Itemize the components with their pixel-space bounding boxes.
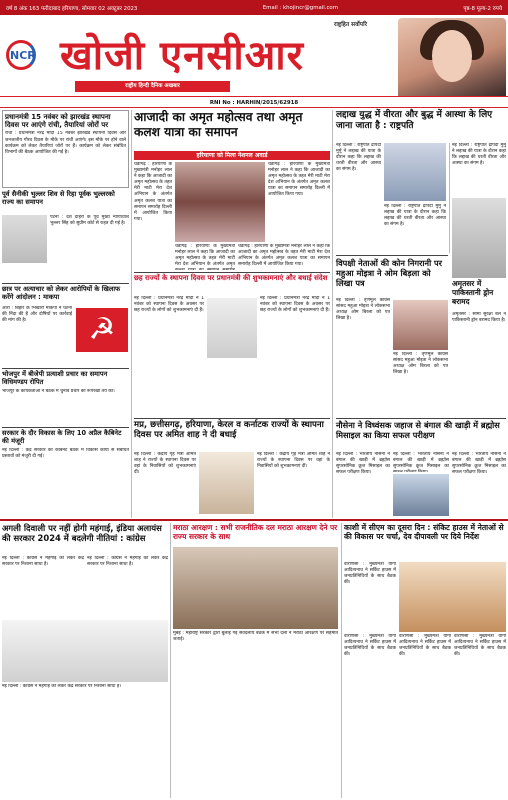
pm-modi-body-right: नई दिल्ली : प्रधानमंत्री नरेंद्र मोदी ने 1 नवंबर को स्थापना दिवस के अवसर पर छह राज्यों के लोगों को शुभकामनाएं दी हैं।	[260, 296, 330, 314]
headline: विपक्षी नेताओं की कोन निगरानी पर महुआ मोइत्रा ने ओम बिड़ला को लिखा पत्र	[336, 258, 443, 288]
article-mahua-headline-box	[336, 258, 448, 298]
body-text: नई दिल्ली : केंद्र सरकार की कैबिनेट बैठक में विकास कार्यों से संबंधित प्रस्तावों को मंजूरी दी गई।	[2, 447, 129, 459]
award-photo	[175, 162, 265, 242]
kashi-body-col1: वाराणसी : मुख्यमंत्री योगी आदित्यनाथ ने सर्किट हाउस में जनप्रतिनिधियों के साथ बैठक की।	[344, 634, 396, 658]
modi-photo	[207, 298, 257, 358]
article-pm-jharkhand	[2, 110, 129, 188]
india-alliance-body-bottom: नई दिल्ली : कांग्रेस ने महंगाई को लेकर केंद्र सरकार पर निशाना साधा है।	[2, 684, 122, 689]
masthead-photo-face	[432, 30, 472, 82]
column-divider	[449, 143, 450, 253]
missile-ship-photo	[393, 474, 449, 516]
headline: काशी में सीएम का दूसरा दिन : संकिट हाउस में नेताओं से की विकास पर चर्चा, देव दीपावली पर दिये निर्देश	[344, 523, 504, 542]
email-link[interactable]: Email : khojincr@gmail.com	[262, 4, 338, 11]
headline: अमृतसर में पाकिस्तानी ड्रोन बरामद	[452, 279, 494, 306]
divider	[134, 272, 330, 273]
body-text: पटना : देश दोहरा के पूर्व मुख्य न्यायाधीश भुल्लर सिंह को सुप्रीम कोर्ट से राहत दी गई है।	[50, 215, 129, 227]
main-headline-box	[134, 110, 330, 150]
article-kashi-headline-box	[344, 523, 506, 561]
headline: छात्र पर अत्याचार को लेकर आरोपियों के खिलाफ करेंगे आंदोलन : माकपा	[2, 285, 121, 301]
divider	[2, 283, 129, 284]
navy-body-left: नई दिल्ली : भारतीय नौसेना ने बंगाल की खाड़ी में ब्रह्मोस सुपरसोनिक क्रूज मिसाइल का सफल परीक्षण किया।	[336, 452, 390, 476]
all-party-meeting-photo	[173, 547, 338, 629]
article-states-headline-box	[134, 420, 330, 450]
reservation-body: मुंबई : महाराष्ट्र सरकार द्वारा बुलाई गई सर्वदलीय बैठक में सभी दलों ने मराठा आरक्षण पर सहमति जताई।	[173, 631, 338, 643]
article-bhojpur	[2, 371, 129, 425]
headline: मराठा आरक्षण : सभी राजनीतिक दल मराठा आरक्षण देने पर राज्य सरकार के साथ	[173, 523, 338, 541]
column-divider	[341, 523, 342, 798]
headline: नौसेना ने विध्वंसक जहाज से बंगाल की खाड़ी में ब्रह्मोस मिसाइल का किया सफल परीक्षण	[336, 420, 500, 440]
navy-body-mid: नई दिल्ली : भारतीय नौसेना ने बंगाल की खाड़ी में ब्रह्मोस सुपरसोनिक क्रूज मिसाइल का	[393, 452, 449, 470]
logo-text: NCR	[10, 49, 36, 62]
article-sarkar	[2, 430, 129, 517]
states-body-left: नई दिल्ली : केंद्रीय गृह मंत्री अमित शाह ने राज्यों के स्थापना दिवस पर वहां के निवासियों को शुभकामनाएं दीं।	[134, 452, 196, 476]
headline: मप्र, छत्तीसगढ़, हरियाणा, केरल व कर्नाटक राज्यों के स्थापना दिवस पर अमित शाह ने दी बधाई	[134, 420, 324, 440]
pak-body: अमृतसर : सीमा सुरक्षा बल ने पाकिस्तानी ड्रोन बरामद किया है।	[452, 312, 506, 324]
president-photo	[384, 143, 446, 201]
congress-leader-photo	[2, 620, 168, 682]
ladakh-body-right: नई दिल्ली : राष्ट्रपति द्रौपदी मुर्मु ने लद्दाख की यात्रा के दौरान कहा कि लद्दाख की धरती वीरता और आस्था का संगम है।	[452, 143, 506, 167]
article-students	[2, 286, 129, 366]
article-ladakh-headline-box	[336, 110, 506, 140]
mahua-body-left: नई दिल्ली : तृणमूल कांग्रेस सांसद महुआ मोइत्रा ने लोकसभा अध्यक्ष ओम बिरला को पत्र लिखा है।	[336, 298, 390, 322]
slogan: राष्ट्रहित सर्वोपरि	[334, 22, 367, 28]
divider	[2, 368, 129, 369]
main-caption: हरियाणा को मिला नेशनल अवार्ड	[134, 151, 330, 160]
newspaper-title: खोजी एनसीआर	[60, 33, 305, 79]
headline: छह राज्यों के स्थापना दिवस पर प्रधानमंत्री की शुभकामनाएं और बधाई संदेश	[134, 274, 328, 282]
divider	[336, 418, 506, 419]
main-headline: आजादी का अमृत महोत्सव तथा अमृत कलश यात्रा का समापन	[134, 110, 303, 139]
body-text: आरा : बिहार के भिखारी माकपा ने घटना की निंदा की है और दोषियों पर कार्रवाई की मांग की है।	[2, 306, 72, 324]
ladakh-body-left: नई दिल्ली : राष्ट्रपति द्रौपदी मुर्मु ने लद्दाख की यात्रा के दौरान कहा कि लद्दाख की धरती वीरता और आस्था का संगम है।	[336, 143, 381, 173]
article-india-alliance-headline-box	[2, 523, 168, 553]
headline: भोजपुर में बीजेपी प्रत्याशी प्रचार का समापन विधिमण्डप रोपित	[2, 370, 108, 386]
hammer-sickle-icon: ☭	[76, 308, 128, 352]
kashi-body-col2: वाराणसी : मुख्यमंत्री योगी आदित्यनाथ ने सर्किट हाउस में जनप्रतिनिधियों के साथ बैठक की।	[399, 634, 451, 658]
amit-shah-photo	[199, 452, 254, 514]
section-divider	[0, 519, 508, 521]
main-body-right: चंडीगढ़ : हरियाणा के मुख्यमंत्री मनोहर लाल ने कहा कि आजादी का अमृत महोत्सव के तहत मेरी माटी मेरा देश अभियान के अंतर्गत अमृत कलश यात्रा का समापन समारोह दिल्ली में आयोजित किया गया।	[268, 162, 330, 198]
body-text: रांची : प्रधानमंत्री नरेंद्र मोदी 15 नवंबर झारखंड स्थापना दिवस और जनजातीय गौरव दिवस के मौके पर रांची आएंगे। इस मौके पर होने वाले कार्यक्रम को लेकर तैयारियां जोरों पर हैं। कार्यक्रम को लेकर संबंधित विभागों की बैठक आयोजित की गई है।	[5, 131, 126, 155]
headline: लद्दाख युद्ध में वीरता और बुद्ध में आस्था के लिए जाना जाता है : राष्ट्रपति	[336, 110, 493, 131]
body-text: भोजपुर के कार्यकर्ताओं ने बैठक में चुनाव प्रचार की रूपरेखा तय की।	[2, 388, 115, 394]
headline: सरकार के दौर विकास के लिए 10 अप्रैल कैबिनेट की मंजूरी	[2, 429, 122, 445]
yogi-meeting-photo	[399, 562, 506, 632]
column-divider	[332, 110, 333, 518]
kashi-body-left: वाराणसी : मुख्यमंत्री योगी आदित्यनाथ ने सर्किट हाउस में जनप्रतिनिधियों के साथ बैठक की।	[344, 562, 396, 586]
article-bhullar	[2, 191, 129, 281]
drone-photo	[452, 198, 506, 278]
main-body-bottom-2: चंडीगढ़ : हरियाणा के मुख्यमंत्री मनोहर लाल ने कहा कि आजादी का अमृत महोत्सव के तहत मेरी माटी मेरा देश अभियान के अंतर्गत अमृत कलश यात्रा का समापन समारोह दिल्ली में आयोजित किया गया।	[238, 244, 330, 268]
ladakh-body-mid: नई दिल्ली : राष्ट्रपति द्रौपदी मुर्मु ने लद्दाख की यात्रा के दौरान कहा कि लद्दाख की धरती वीरता और आस्था का संगम है।	[384, 204, 446, 228]
newspaper-subtitle: राष्ट्रीय हिन्दी दैनिक अखबार	[75, 81, 230, 92]
india-alliance-body-right: नई दिल्ली : कांग्रेस ने महंगाई को लेकर केंद्र सरकार पर निशाना साधा है।	[87, 556, 168, 568]
rni-number: RNI No : HARHIN/2015/62918	[0, 96, 508, 108]
article-reservation-headline-box	[173, 523, 338, 545]
person-photo	[2, 215, 47, 263]
pm-modi-body-left: नई दिल्ली : प्रधानमंत्री नरेंद्र मोदी ने 1 नवंबर को स्थापना दिवस के अवसर पर छह राज्यों के लोगों को शुभकामनाएं दी हैं।	[134, 296, 204, 314]
divider	[336, 255, 448, 256]
issue-info: वर्ष 8 अंक 163 फरीदाबाद हरियाणा, सोमवार 02 अक्टूबर 2023	[6, 5, 138, 12]
headline: अगली दिवाली पर नहीं होगी महंगाई, इंडिया अलायंस की सरकार 2024 में बदलेगी नीतियां : कांग्रेस	[2, 523, 162, 543]
kashi-body-col3: वाराणसी : मुख्यमंत्री योगी आदित्यनाथ ने सर्किट हाउस में जनप्रतिनिधियों के साथ बैठक की।	[454, 634, 506, 658]
navy-body-right: नई दिल्ली : भारतीय नौसेना ने बंगाल की खाड़ी में ब्रह्मोस सुपरसोनिक क्रूज मिसाइल का सफल परीक्षण किया।	[452, 452, 506, 476]
mahua-photo	[393, 300, 448, 350]
article-pak-headline-box	[452, 280, 506, 310]
top-info-bar	[0, 0, 508, 15]
divider	[134, 418, 330, 419]
column-divider	[131, 110, 132, 518]
states-body-right: नई दिल्ली : केंद्रीय गृह मंत्री अमित शाह ने राज्यों के स्थापना दिवस पर वहां के निवासियों को शुभकामनाएं दीं।	[257, 452, 330, 470]
article-pm-modi-headline-box	[134, 274, 330, 294]
column-divider	[170, 523, 171, 798]
main-body-left: चंडीगढ़ : हरियाणा के मुख्यमंत्री मनोहर लाल ने कहा कि आजादी का अमृत महोत्सव के तहत मेरी माटी मेरा देश अभियान के अंतर्गत अमृत कलश यात्रा का समापन समारोह दिल्ली में आयोजित किया गया।	[134, 162, 172, 222]
india-alliance-body-left: नई दिल्ली : कांग्रेस ने महंगाई को लेकर केंद्र सरकार पर निशाना साधा है।	[2, 556, 84, 568]
article-navy-headline-box	[336, 420, 506, 450]
divider	[2, 427, 129, 428]
mahua-body-right: नई दिल्ली : तृणमूल कांग्रेस सांसद महुआ मोइत्रा ने लोकसभा अध्यक्ष ओम बिरला को पत्र लिखा है।	[393, 352, 448, 376]
page-info: पृष्ठ-8 मूल्य-2 रुपये	[463, 5, 502, 12]
headline: पूर्व सैनीकी भुल्लर शिव से रिहा पूर्वक भुल्लरको राज्य का समापन	[2, 190, 115, 206]
headline: प्रधानमंत्री 15 नवंबर को झारखंड स्थापना दिवस पर आएंगे रांची, तैयारियां जोरों पर	[5, 113, 111, 130]
main-body-bottom: चंडीगढ़ : हरियाणा के मुख्यमंत्री मनोहर लाल ने कहा कि आजादी का अमृत महोत्सव के तहत मेरी माटी मेरा देश अभियान के अंतर्गत अमृत	[175, 244, 235, 268]
